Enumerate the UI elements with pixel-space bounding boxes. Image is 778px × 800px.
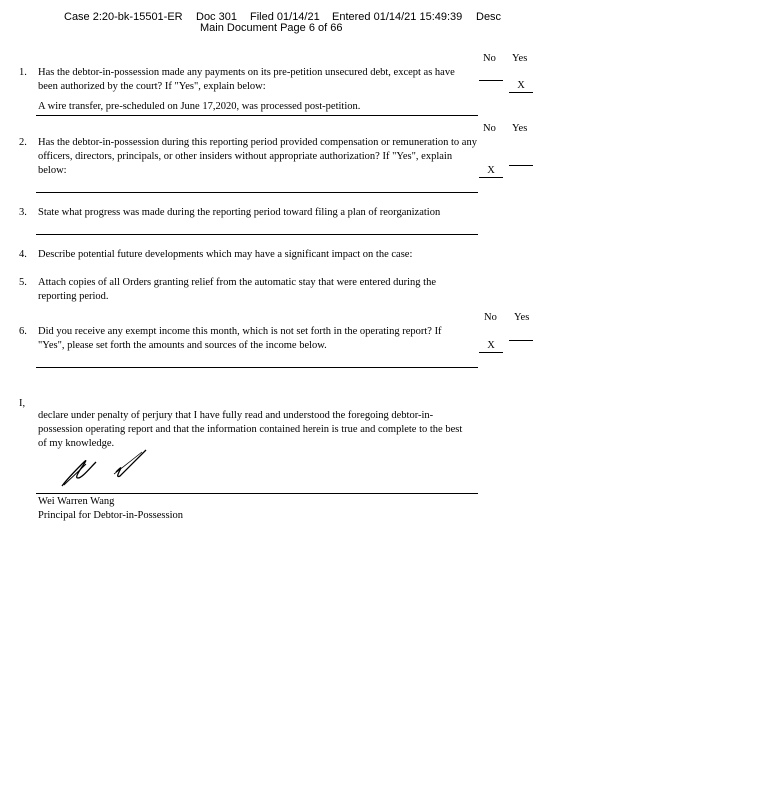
q2-number: 2. [19, 137, 27, 148]
q6-rule [36, 367, 478, 368]
signatory-name: Wei Warren Wang [38, 496, 115, 507]
q2-explanation-rule [36, 192, 478, 193]
q2-no-answer: X [479, 165, 503, 178]
q1-no-blank [479, 80, 503, 81]
entered-date: Entered 01/14/21 15:49:39 [332, 11, 463, 23]
q6-yes-blank [509, 340, 533, 341]
page-line: Main Document Page 6 of 66 [200, 22, 343, 34]
q4-text: Describe potential future developments which may have a significant impact on the case: [38, 249, 413, 260]
signatory-title: Principal for Debtor-in-Possession [38, 510, 184, 521]
desc-label: Desc [476, 11, 502, 23]
filed-date: Filed 01/14/21 [250, 11, 320, 23]
q1-explanation: A wire transfer, pre-scheduled on June 17,2020, was processed post-petition. [38, 101, 361, 112]
q2-yes-blank [509, 165, 533, 166]
declaration-text: declare under penalty of perjury that I have fully read and understood the foregoing debtor-in-possession operating report and that the information contained herein is true and complete to the best of my knowledge. [38, 410, 463, 449]
q6-number: 6. [19, 326, 27, 337]
q3-number: 3. [19, 207, 27, 218]
q2-yes-header: Yes [512, 123, 528, 134]
q2-text: Has the debtor-in-possession during this reporting period provided compensation or remuneration to any officers, directors, principals, or other insiders without appropriate authorization? If "Yes", explain below: [38, 137, 477, 176]
q1-text: Has the debtor-in-possession made any payments on its pre-petition unsecured debt, except as have been authorized by the court? If "Yes", explain below: [38, 67, 455, 92]
q6-no-header: No [484, 312, 497, 323]
q5-text: Attach copies of all Orders granting relief from the automatic stay that were entered during the reporting period. [38, 277, 436, 302]
q1-explanation-rule [36, 115, 478, 116]
q6-yes-header: Yes [514, 312, 530, 323]
declaration-i: I, [19, 398, 26, 409]
q3-text: State what progress was made during the reporting period toward filing a plan of reorganization [38, 207, 441, 218]
q2-no-header: No [483, 123, 496, 134]
handwritten-signature [56, 448, 156, 490]
q1-number: 1. [19, 67, 27, 78]
q1-yes-answer: X [509, 80, 533, 93]
q4-number: 4. [19, 249, 27, 260]
q6-text: Did you receive any exempt income this month, which is not set forth in the operating report? If "Yes", please set forth the amounts and sources of the income below. [38, 326, 442, 351]
signature-rule [36, 493, 478, 494]
doc-number: Doc 301 [196, 11, 237, 23]
q5-number: 5. [19, 277, 27, 288]
q1-yes-header: Yes [512, 53, 528, 64]
q3-rule [36, 234, 478, 235]
q1-no-header: No [483, 53, 496, 64]
q6-no-answer: X [479, 340, 503, 353]
case-number: Case 2:20-bk-15501-ER [64, 11, 183, 23]
